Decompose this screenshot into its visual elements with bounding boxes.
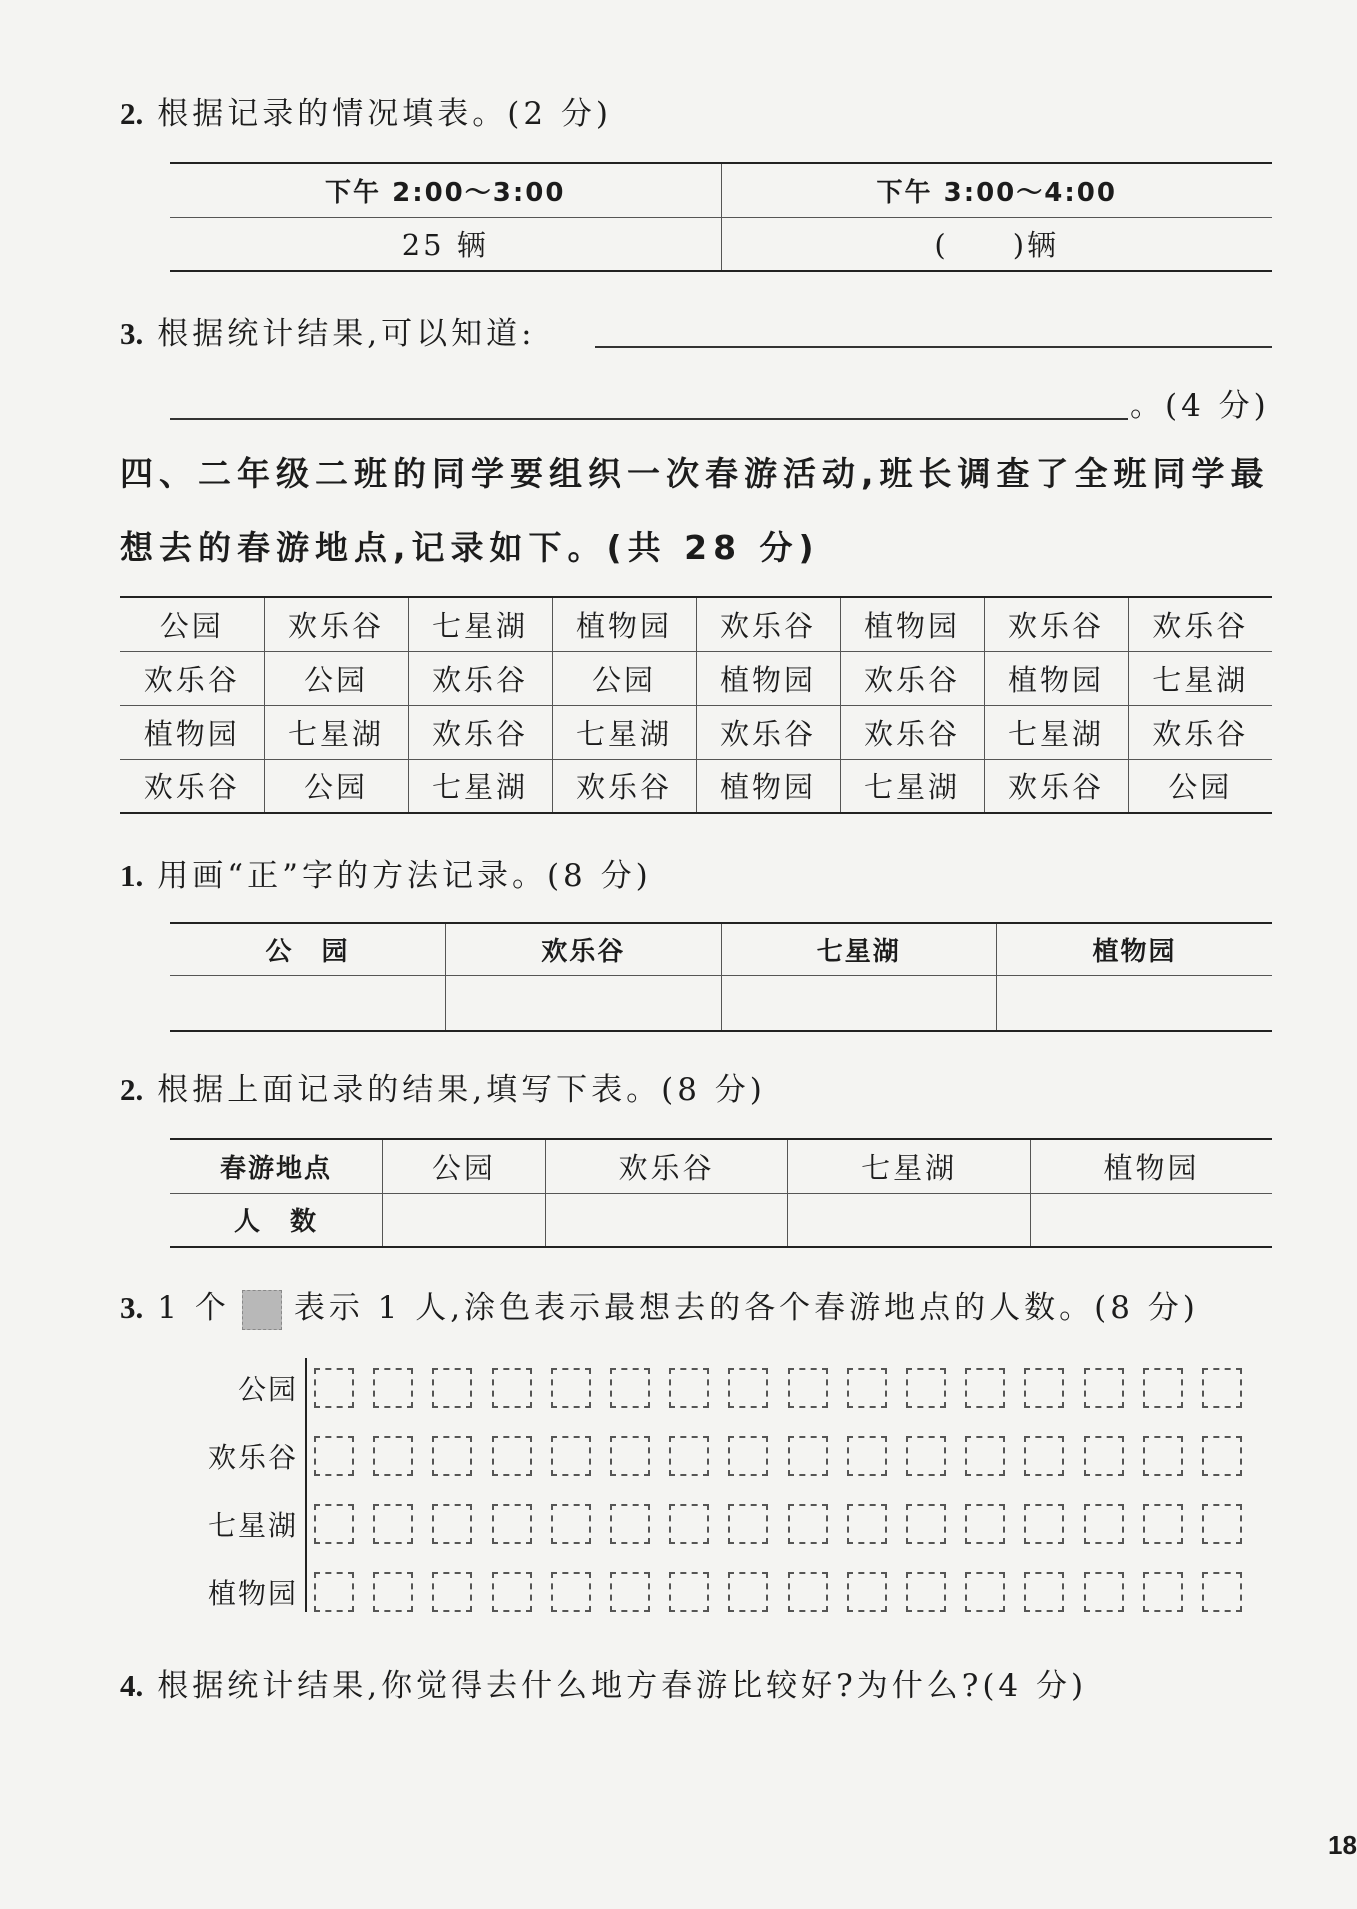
survey-cell: 公园 [1168,770,1233,805]
subquestion-2 [120,1064,766,1109]
count-place-park: 公园 [383,1139,546,1193]
question-number: 3. [120,1290,144,1325]
traffic-value-1: 25 辆 [170,217,721,271]
coloring-box[interactable] [551,1504,591,1544]
coloring-box[interactable] [373,1368,413,1408]
tally-table [170,922,1272,1032]
coloring-box[interactable] [906,1572,946,1612]
question-text: 根据记录的情况填表。(2 分) [157,96,613,132]
survey-cell: 欢乐谷 [840,705,984,759]
question-text-pre: 1 个 [157,1290,230,1326]
tally-cell[interactable] [170,975,446,1031]
survey-row [120,597,1272,651]
survey-cell: 欢乐谷 [264,597,408,651]
survey-cell: 植物园 [840,597,984,651]
coloring-box[interactable] [1084,1368,1124,1408]
coloring-box[interactable] [492,1504,532,1544]
coloring-box[interactable] [669,1572,709,1612]
coloring-box[interactable] [373,1504,413,1544]
survey-cell: 欢乐谷 [984,759,1128,813]
count-place-seven-star-lake: 七星湖 [788,1139,1031,1193]
coloring-box[interactable] [551,1572,591,1612]
survey-cell: 公园 [120,597,264,651]
survey-cell: 七星湖 [264,705,408,759]
traffic-header-1: 下午 2:00～3:00 [170,163,721,217]
question-number: 3. [120,316,144,351]
survey-cell: 植物园 [120,705,264,759]
question-3-tail: 。(4 分) [1130,388,1270,424]
traffic-value-2[interactable]: ( )辆 [934,228,1060,263]
question-text-post: 表示 1 人,涂色表示最想去的各个春游地点的人数。(8 分) [293,1290,1199,1326]
survey-cell: 欢乐谷 [840,651,984,705]
survey-cell: 欢乐谷 [408,705,552,759]
coloring-box[interactable] [1202,1504,1242,1544]
coloring-box[interactable] [492,1436,532,1476]
survey-cell: 植物园 [696,651,840,705]
coloring-box[interactable] [492,1368,532,1408]
survey-cell: 七星湖 [1152,662,1249,697]
count-cell[interactable] [788,1193,1031,1247]
coloring-box[interactable] [1202,1572,1242,1612]
survey-cell: 欢乐谷 [552,759,696,813]
coloring-box[interactable] [610,1504,650,1544]
coloring-box[interactable] [788,1436,828,1476]
coloring-box[interactable] [1143,1504,1183,1544]
coloring-box[interactable] [728,1504,768,1544]
survey-records-table [120,596,1272,814]
count-row-label-people: 人 数 [170,1193,383,1247]
chart-label-park: 公园 [237,1373,298,1406]
coloring-box[interactable] [432,1436,472,1476]
coloring-box[interactable] [610,1572,650,1612]
coloring-box[interactable] [906,1504,946,1544]
coloring-box[interactable] [1143,1436,1183,1476]
coloring-box[interactable] [1084,1504,1124,1544]
coloring-box[interactable] [669,1368,709,1408]
survey-cell: 公园 [264,759,408,813]
question-number: 2. [120,1072,144,1107]
coloring-box[interactable] [847,1436,887,1476]
coloring-box[interactable] [1202,1436,1242,1476]
coloring-box[interactable] [965,1436,1005,1476]
chart-label-happy-valley: 欢乐谷 [207,1441,298,1474]
question-3 [120,308,536,353]
coloring-box[interactable] [788,1368,828,1408]
chart-label-botanical-garden: 植物园 [207,1577,298,1610]
count-row-label-place: 春游地点 [170,1139,383,1193]
coloring-box[interactable] [1084,1572,1124,1612]
coloring-box[interactable] [1143,1368,1183,1408]
survey-cell: 七星湖 [408,759,552,813]
coloring-box[interactable] [906,1368,946,1408]
coloring-box[interactable] [551,1436,591,1476]
count-place-happy-valley: 欢乐谷 [545,1139,788,1193]
coloring-box[interactable] [432,1572,472,1612]
traffic-table [170,162,1272,272]
coloring-box[interactable] [1084,1436,1124,1476]
coloring-box[interactable] [847,1368,887,1408]
coloring-box[interactable] [314,1436,354,1476]
coloring-box[interactable] [373,1436,413,1476]
tally-cell[interactable] [997,975,1273,1031]
coloring-box[interactable] [314,1572,354,1612]
coloring-box[interactable] [1024,1572,1064,1612]
answer-line-2[interactable] [170,418,1128,420]
survey-cell: 公园 [552,651,696,705]
traffic-header-2: 下午 3:00～4:00 [876,177,1117,208]
tally-cell[interactable] [721,975,997,1031]
coloring-box[interactable] [1024,1436,1064,1476]
coloring-box[interactable] [314,1368,354,1408]
survey-cell: 七星湖 [552,705,696,759]
question-2 [120,88,612,133]
section-4-line-1: 四、二年级二班的同学要组织一次春游活动,班长调查了全班同学最 [120,454,1270,493]
coloring-box[interactable] [432,1504,472,1544]
tally-header-botanical-garden: 植物园 [1092,936,1177,967]
survey-cell: 七星湖 [840,759,984,813]
count-cell[interactable] [545,1193,788,1247]
coloring-box[interactable] [728,1368,768,1408]
tally-header-park: 公 园 [170,923,446,975]
survey-cell: 欢乐谷 [984,597,1128,651]
coloring-box[interactable] [432,1368,472,1408]
survey-cell: 植物园 [552,597,696,651]
survey-cell: 欢乐谷 [408,651,552,705]
coloring-box[interactable] [847,1504,887,1544]
survey-cell: 欢乐谷 [696,705,840,759]
coloring-box[interactable] [847,1572,887,1612]
coloring-box[interactable] [1024,1368,1064,1408]
question-number: 4. [120,1668,144,1703]
question-number: 1. [120,858,144,893]
coloring-box[interactable] [314,1504,354,1544]
survey-cell: 植物园 [984,651,1128,705]
tally-header-happy-valley: 欢乐谷 [446,923,722,975]
survey-cell: 欢乐谷 [120,759,264,813]
coloring-box[interactable] [492,1572,532,1612]
subquestion-3 [120,1282,1199,1330]
count-table [170,1138,1272,1248]
survey-row [120,651,1272,705]
count-cell[interactable] [383,1193,546,1247]
page-number: 18 [1328,1830,1357,1860]
survey-cell: 植物园 [696,759,840,813]
coloring-box[interactable] [373,1572,413,1612]
tally-header-seven-star-lake: 七星湖 [721,923,997,975]
coloring-box[interactable] [965,1504,1005,1544]
coloring-box[interactable] [728,1572,768,1612]
count-place-botanical-garden: 植物园 [1103,1150,1200,1185]
question-number: 2. [120,96,144,131]
survey-cell: 七星湖 [984,705,1128,759]
coloring-box[interactable] [728,1436,768,1476]
survey-cell: 欢乐谷 [120,651,264,705]
coloring-box[interactable] [610,1436,650,1476]
survey-cell: 七星湖 [408,597,552,651]
survey-cell: 欢乐谷 [1152,716,1249,751]
tally-cell[interactable] [446,975,722,1031]
question-text: 用画“正”字的方法记录。(8 分) [157,858,652,894]
section-4-line-2: 想去的春游地点,记录如下。(共 28 分) [120,528,820,567]
chart-label-seven-star-lake: 七星湖 [207,1509,298,1542]
coloring-box[interactable] [669,1436,709,1476]
coloring-box[interactable] [965,1368,1005,1408]
count-cell[interactable] [1031,1193,1272,1247]
question-text: 根据上面记录的结果,填写下表。(8 分) [157,1072,766,1108]
coloring-box[interactable] [1024,1504,1064,1544]
coloring-box[interactable] [965,1572,1005,1612]
legend-shaded-square [242,1290,282,1330]
coloring-box[interactable] [788,1572,828,1612]
survey-cell: 欢乐谷 [1152,608,1249,643]
survey-row [120,705,1272,759]
answer-line-1[interactable] [595,346,1272,348]
survey-cell: 欢乐谷 [696,597,840,651]
subquestion-1 [120,850,652,895]
question-text: 根据统计结果,你觉得去什么地方春游比较好?为什么?(4 分) [157,1668,1088,1704]
coloring-box[interactable] [1202,1368,1242,1408]
coloring-box[interactable] [788,1504,828,1544]
survey-cell: 公园 [264,651,408,705]
coloring-box[interactable] [610,1368,650,1408]
survey-row [120,759,1272,813]
coloring-box[interactable] [1143,1572,1183,1612]
chart-axis [305,1358,307,1612]
subquestion-4 [120,1660,1087,1705]
coloring-box[interactable] [551,1368,591,1408]
coloring-box[interactable] [669,1504,709,1544]
question-text: 根据统计结果,可以知道: [157,316,536,352]
coloring-box[interactable] [906,1436,946,1476]
